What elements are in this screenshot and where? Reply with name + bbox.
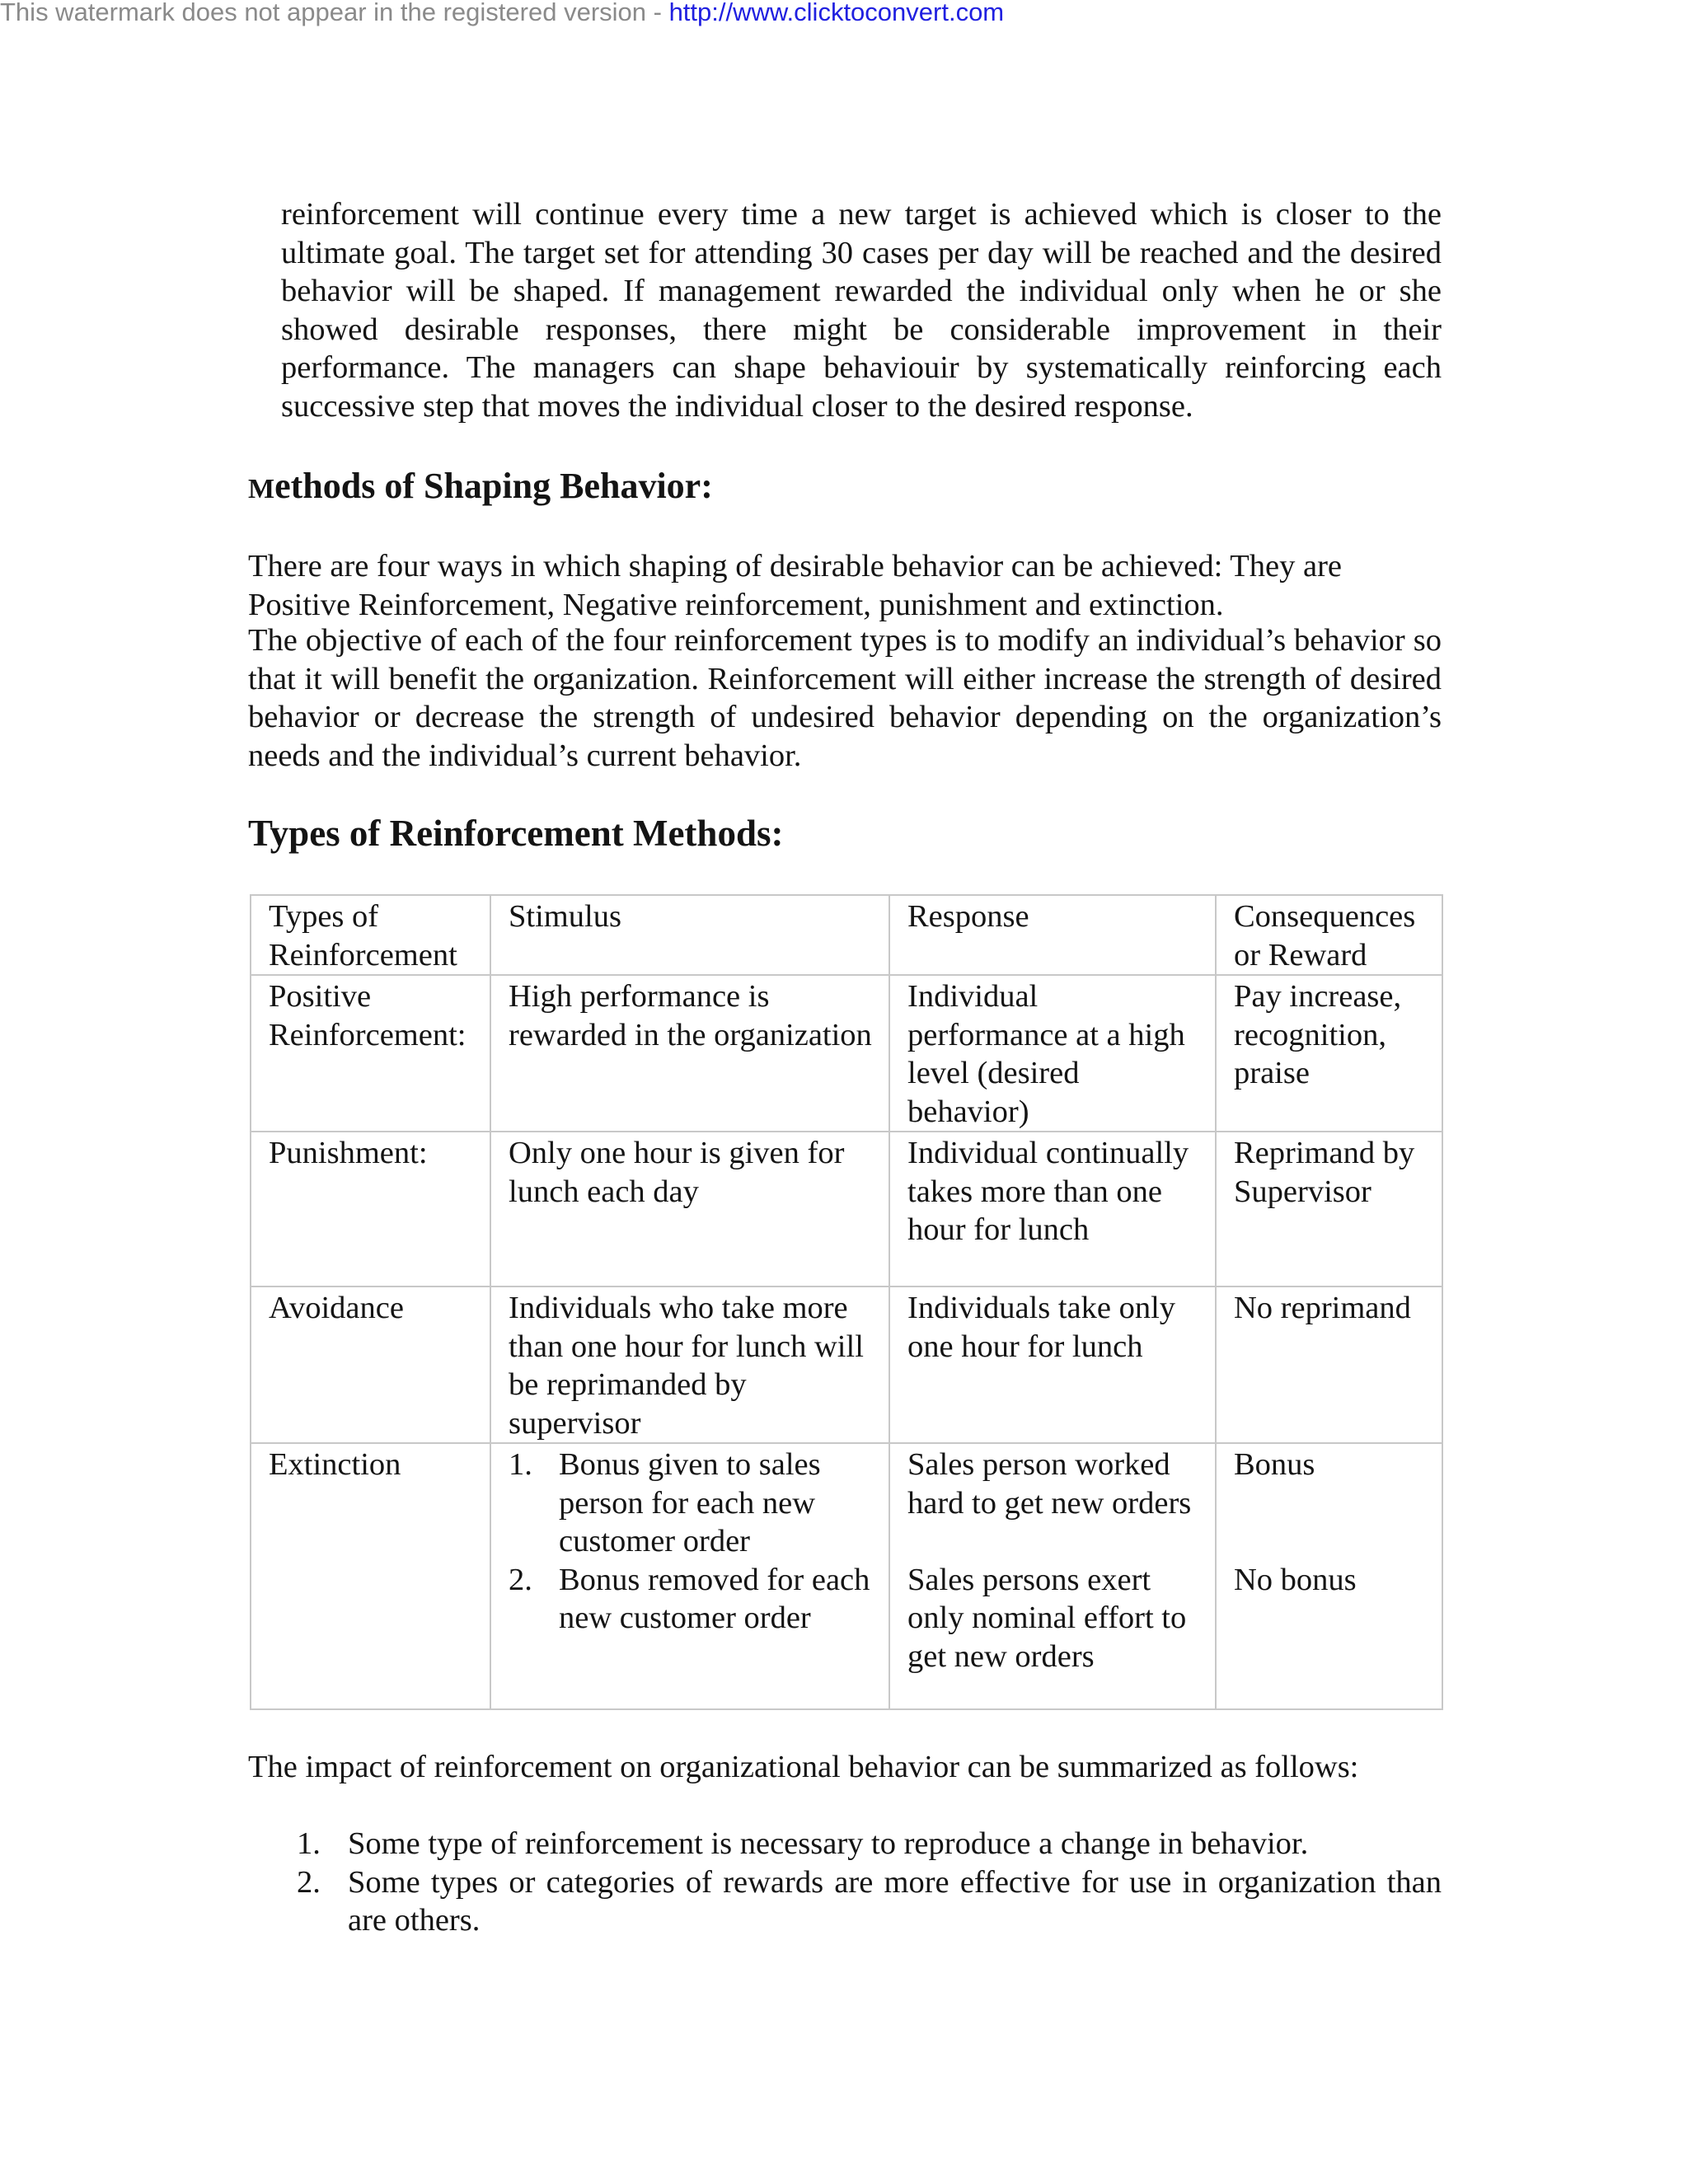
response-text-1: Sales person worked hard to get new orders (907, 1447, 1192, 1521)
list-item-text: Some type of reinforcement is necessary to reproduce a change in behavior. (348, 1826, 1309, 1861)
stimulus-list-item (509, 1561, 874, 1638)
stimulus-list-item (509, 1446, 874, 1561)
consequence-text-2: No bonus (1234, 1562, 1357, 1597)
cell-consequence: Pay increase, recognition, praise (1216, 975, 1442, 1132)
list-item (297, 1825, 1442, 1863)
table-row (251, 1132, 1442, 1286)
summary-intro: The impact of reinforcement on organizational behavior can be summarized as follows: (248, 1750, 1359, 1784)
cell-response: Individual performance at a high level (desired behavior) (889, 975, 1216, 1132)
table-row (251, 1286, 1442, 1443)
reinforcement-table (250, 894, 1443, 1710)
cell-stimulus: High performance is rewarded in the organization (490, 975, 889, 1132)
methods-heading-rest: ethods of Shaping Behavior: (274, 466, 713, 506)
cell-consequence: No reprimand (1216, 1286, 1442, 1443)
cell-response: Individuals take only one hour for lunch (889, 1286, 1216, 1443)
header-response: Response (889, 895, 1216, 975)
watermark-banner (0, 0, 1004, 26)
cell-stimulus-list (490, 1443, 889, 1709)
header-consequences: Consequences or Reward (1216, 895, 1442, 975)
list-number: 1. (297, 1826, 321, 1861)
cell-consequence (1216, 1443, 1442, 1709)
list-item-text: Bonus given to sales person for each new customer order (559, 1447, 821, 1558)
header-types: Types of Reinforcement (251, 895, 490, 975)
intro-paragraph: reinforcement will continue every time a new target is achieved which is closer to the ultimate goal. The target set for attending 30 cases per day will be reached and the desired behavior will be shaped. If management rewarded the individual only when he or she showed desirable responses, there might be considerable improvement in their performance. The managers can shape behaviouir by systematically reinforcing each successive step that moves the individual closer to the desired response. (281, 197, 1442, 424)
cell-consequence: Reprimand by Supervisor (1216, 1132, 1442, 1286)
list-item-text: Some types or categories of rewards are more effective for use in organization than are others. (348, 1864, 1442, 1938)
methods-heading-initial: M (248, 474, 275, 504)
table-row (251, 975, 1442, 1132)
cell-type: Punishment: (251, 1132, 490, 1286)
consequence-text-1: Bonus (1234, 1447, 1315, 1482)
cell-type: Positive Reinforcement: (251, 975, 490, 1132)
cell-type: Extinction (251, 1443, 490, 1709)
methods-paragraph-1: There are four ways in which shaping of desirable behavior can be achieved: They are Positive Reinforcement, Negative reinforcement, punishment and extinction. (248, 549, 1342, 622)
cell-stimulus: Individuals who take more than one hour for lunch will be reprimanded by supervisor (490, 1286, 889, 1443)
methods-heading (248, 464, 713, 512)
list-number: 1. (509, 1447, 532, 1482)
summary-list (297, 1825, 1442, 1940)
cell-stimulus: Only one hour is given for lunch each day (490, 1132, 889, 1286)
methods-paragraph-2: The objective of each of the four reinforcement types is to modify an individual’s behavior so that it will benefit the organization. Reinforcement will either increase the strength of desired behavior or decrease the strength of undesired behavior depending on the organization’s needs and the individual’s current behavior. (248, 623, 1442, 773)
cell-type: Avoidance (251, 1286, 490, 1443)
cell-response (889, 1443, 1216, 1709)
table-row-extinction (251, 1443, 1442, 1709)
list-item (297, 1863, 1442, 1940)
list-number: 2. (297, 1864, 321, 1900)
list-item-text: Bonus removed for each new customer order (559, 1562, 870, 1635)
table-header-row (251, 895, 1442, 975)
cell-response: Individual continually takes more than one hour for lunch (889, 1132, 1216, 1286)
response-text-2: Sales persons exert only nominal effort to get new orders (907, 1562, 1187, 1674)
watermark-text: This watermark does not appear in the registered version - (0, 0, 669, 26)
types-heading: Types of Reinforcement Methods: (248, 813, 784, 854)
header-stimulus: Stimulus (490, 895, 889, 975)
list-number: 2. (509, 1562, 532, 1597)
watermark-link[interactable]: http://www.clicktoconvert.com (668, 0, 1005, 26)
